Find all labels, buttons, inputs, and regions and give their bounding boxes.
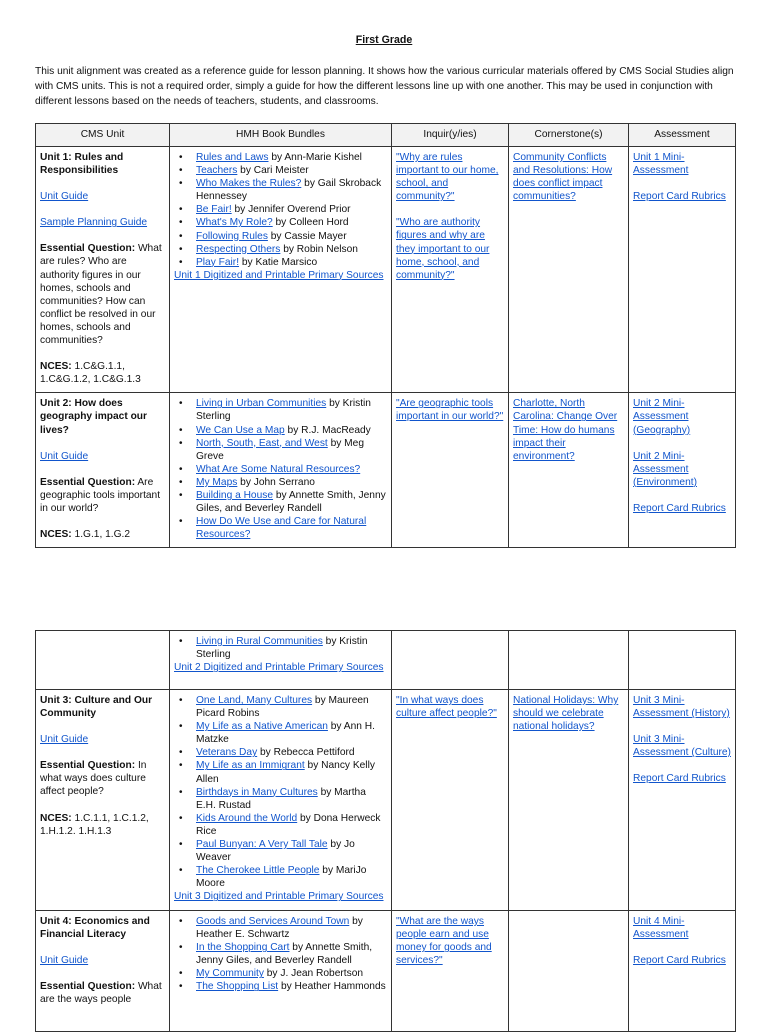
primary-sources-link[interactable]: Unit 3 Digitized and Printable Primary Sources [174,891,384,903]
inquiry-cell [392,631,509,690]
unit-cell [36,393,170,548]
unit-alignment-table-page2 [35,630,736,1032]
list-item: • Teachers by Cari Meister [196,164,387,177]
book-link[interactable]: Veterans Day [196,747,258,759]
document-title: First Grade [355,34,413,46]
unit-title: Unit 4: Economics and Financial Literacy [40,916,150,941]
sample-planning-guide-link[interactable]: Sample Planning Guide [40,217,148,229]
book-link[interactable]: Respecting Others [196,243,281,255]
unit-alignment-table-page1 [35,123,736,548]
books-cell [170,690,392,911]
header-cms-unit: CMS Unit [36,124,170,147]
assessment-cell [629,631,736,690]
inquiry-link[interactable]: "What are the ways people earn and use money for goods and services?" [396,916,492,967]
list-item: • What's My Role? by Colleen Hord [196,216,387,229]
list-item: • Paul Bunyan: A Very Tall Tale by Jo Weaver [196,838,387,864]
assessment-cell [629,690,736,911]
book-link[interactable]: What Are Some Natural Resources? [196,463,361,475]
list-item: • My Community by J. Jean Robertson [196,967,387,980]
mini-assessment-link[interactable]: Unit 3 Mini-Assessment (History) [633,695,730,720]
book-list [174,694,387,890]
essential-question: Essential Question: What are rules? Who are authority figures in our homes, schools and communities? How can conflict be resolved in our homes, schools and communities? [40,243,162,347]
list-item: • We Can Use a Map by R.J. MacReady [196,424,387,437]
inquiry-cell [392,393,509,548]
list-item: • In the Shopping Cart by Annette Smith, Jenny Giles, and Beverley Randell [196,941,387,967]
book-list [174,635,387,661]
list-item: • Living in Rural Communities by Kristin Sterling [196,635,387,661]
book-link[interactable]: Be Fair! [196,204,232,216]
primary-sources-link[interactable]: Unit 2 Digitized and Printable Primary Sources [174,662,384,674]
report-card-rubrics-link[interactable]: Report Card Rubrics [633,773,726,785]
books-cell [170,393,392,548]
header-hmh-book-bundles: HMH Book Bundles [170,124,392,147]
book-link[interactable]: We Can Use a Map [196,424,285,436]
list-item: • Respecting Others by Robin Nelson [196,243,387,256]
cornerstone-cell [509,690,629,911]
unit-cell [36,631,170,690]
book-link[interactable]: North, South, East, and West [196,437,328,449]
list-item: • My Maps by John Serrano [196,476,387,489]
list-item: • My Life as a Native American by Ann H. Matzke [196,720,387,746]
book-link[interactable]: Kids Around the World [196,812,298,824]
book-link[interactable]: Birthdays in Many Cultures [196,786,318,798]
header-assessment: Assessment [629,124,736,147]
essential-question: Essential Question: What are the ways people [40,981,162,1006]
report-card-rubrics-link[interactable]: Report Card Rubrics [633,191,726,203]
list-item: • Play Fair! by Katie Marsico [196,256,387,269]
mini-assessment-link[interactable]: Unit 2 Mini-Assessment (Geography) [633,398,691,436]
book-link[interactable]: Teachers [196,165,238,177]
book-link[interactable]: Goods and Services Around Town [196,916,350,927]
list-item: • Goods and Services Around Town by Heather E. Schwartz [196,915,387,941]
book-link[interactable]: How Do We Use and Care for Natural Resources? [196,516,367,541]
header-inquiries: Inquir(y/ies) [392,124,509,147]
list-item: • North, South, East, and West by Meg Greve [196,437,387,463]
inquiry-link[interactable]: "Who are authority figures and why are they important to our home, school, and community?" [396,217,490,281]
cornerstone-cell [509,911,629,1032]
list-item: • Living in Urban Communities by Kristin Sterling [196,397,387,423]
book-link[interactable]: My Maps [196,476,238,488]
book-list [174,151,387,269]
cornerstone-cell [509,147,629,393]
cornerstone-cell [509,393,629,548]
intro-paragraph: This unit alignment was created as a reference guide for lesson planning. It shows how the various curricular materials offered by CMS Social Studies align with CMS units. This is not a required order, simply a guide for how the different lessons line up with one another. This may be used in conjunction with different lessons based on the needs of teachers, students, and classrooms. [35,66,734,107]
unit-guide-link[interactable]: Unit Guide [40,450,89,462]
nces-standards: NCES: 1.C&G.1.1, 1.C&G.1.2, 1.C&G.1.3 [40,361,141,386]
list-item: • The Cherokee Little People by MariJo Moore [196,864,387,890]
list-item: • Rules and Laws by Ann-Marie Kishel [196,151,387,164]
assessment-cell [629,393,736,548]
list-item: • The Shopping List by Heather Hammonds [196,980,387,993]
unit-cell [36,690,170,911]
unit-title: Unit 3: Culture and Our Community [40,695,153,720]
list-item [196,463,387,476]
book-link[interactable]: Play Fair! [196,256,240,268]
book-link[interactable]: Rules and Laws [196,152,269,163]
book-link[interactable]: In the Shopping Cart [196,942,290,954]
essential-question: Essential Question: Are geographic tools important in our world? [40,476,161,514]
cornerstone-cell [509,631,629,690]
table-row [36,631,736,690]
mini-assessment-link[interactable]: Unit 4 Mini-Assessment [633,916,689,941]
book-link[interactable]: My Life as a Native American [196,721,328,733]
book-link[interactable]: Paul Bunyan: A Very Tall Tale [196,839,328,851]
inquiry-cell [392,911,509,1032]
inquiry-link[interactable]: "Are geographic tools important in our world?" [396,398,504,423]
cornerstone-link[interactable]: Community Conflicts and Resolutions: How does conflict impact communities? [513,152,613,203]
list-item [196,515,387,541]
list-item: • Birthdays in Many Cultures by Martha E.H. Rustad [196,786,387,812]
unit-guide-link[interactable]: Unit Guide [40,191,89,203]
list-item: • Be Fair! by Jennifer Overend Prior [196,203,387,216]
book-list [174,397,387,541]
unit-guide-link[interactable]: Unit Guide [40,734,89,746]
book-list [174,915,387,994]
list-item: • Who Makes the Rules? by Gail Skroback Hennessey [196,177,387,203]
book-link[interactable]: My Life as an Immigrant [196,760,305,772]
inquiry-link[interactable]: "Why are rules important to our home, school, and community?" [396,152,499,203]
book-link[interactable]: Who Makes the Rules? [196,178,302,190]
nces-standards: NCES: 1.C.1.1, 1.C.1.2, 1.H.1.2. 1.H.1.3 [40,812,149,837]
unit-guide-link[interactable]: Unit Guide [40,955,89,967]
cornerstone-link[interactable]: National Holidays: Why should we celebrate national holidays? [513,695,619,733]
assessment-cell [629,911,736,1032]
book-link[interactable]: Living in Rural Communities [196,636,323,647]
table-row [36,911,736,1032]
list-item: • Veterans Day by Rebecca Pettiford [196,746,387,759]
unit-cell [36,147,170,393]
list-item: • Kids Around the World by Dona Herweck Rice [196,812,387,838]
list-item: • Following Rules by Cassie Mayer [196,230,387,243]
list-item: • One Land, Many Cultures by Maureen Picard Robins [196,694,387,720]
books-cell [170,911,392,1032]
book-link[interactable]: My Community [196,968,264,980]
inquiry-link[interactable]: "In what ways does culture affect people?" [396,695,497,720]
primary-sources-link[interactable]: Unit 1 Digitized and Printable Primary Sources [174,269,384,281]
book-link[interactable]: Living in Urban Communities [196,398,327,410]
inquiry-cell [392,147,509,393]
unit-cell [36,911,170,1032]
mini-assessment-link[interactable]: Unit 1 Mini-Assessment [633,152,689,177]
table-row [36,690,736,911]
book-link[interactable]: Building a House [196,489,274,501]
table-row [36,147,736,393]
essential-question: Essential Question: In what ways does culture affect people? [40,760,147,798]
book-link[interactable]: One Land, Many Cultures [196,695,313,706]
table-header-row [36,124,736,147]
inquiry-cell [392,690,509,911]
list-item: • My Life as an Immigrant by Nancy Kelly Allen [196,759,387,785]
report-card-rubrics-link[interactable]: Report Card Rubrics [633,502,726,514]
book-link[interactable]: The Shopping List [196,981,279,993]
books-cell [170,147,392,393]
mini-assessment-link[interactable]: Unit 3 Mini-Assessment (Culture) [633,734,731,759]
unit-title: Unit 2: How does geography impact our lives? [40,398,147,436]
report-card-rubrics-link[interactable]: Report Card Rubrics [633,955,726,967]
assessment-cell [629,147,736,393]
mini-assessment-link[interactable]: Unit 2 Mini-Assessment (Environment) [633,450,697,488]
book-link[interactable]: Following Rules [196,230,268,242]
cornerstone-link[interactable]: Charlotte, North Carolina: Change Over Time: How do humans impact their environment? [513,398,618,462]
nces-standards: NCES: 1.G.1, 1.G.2 [40,528,131,540]
books-cell [170,631,392,690]
book-link[interactable]: What's My Role? [196,217,273,229]
table-row [36,393,736,548]
header-cornerstones: Cornerstone(s) [509,124,629,147]
unit-title: Unit 1: Rules and Responsibilities [40,152,124,177]
list-item: • Building a House by Annette Smith, Jenny Giles, and Beverley Randell [196,489,387,515]
book-link[interactable]: The Cherokee Little People [196,865,320,877]
